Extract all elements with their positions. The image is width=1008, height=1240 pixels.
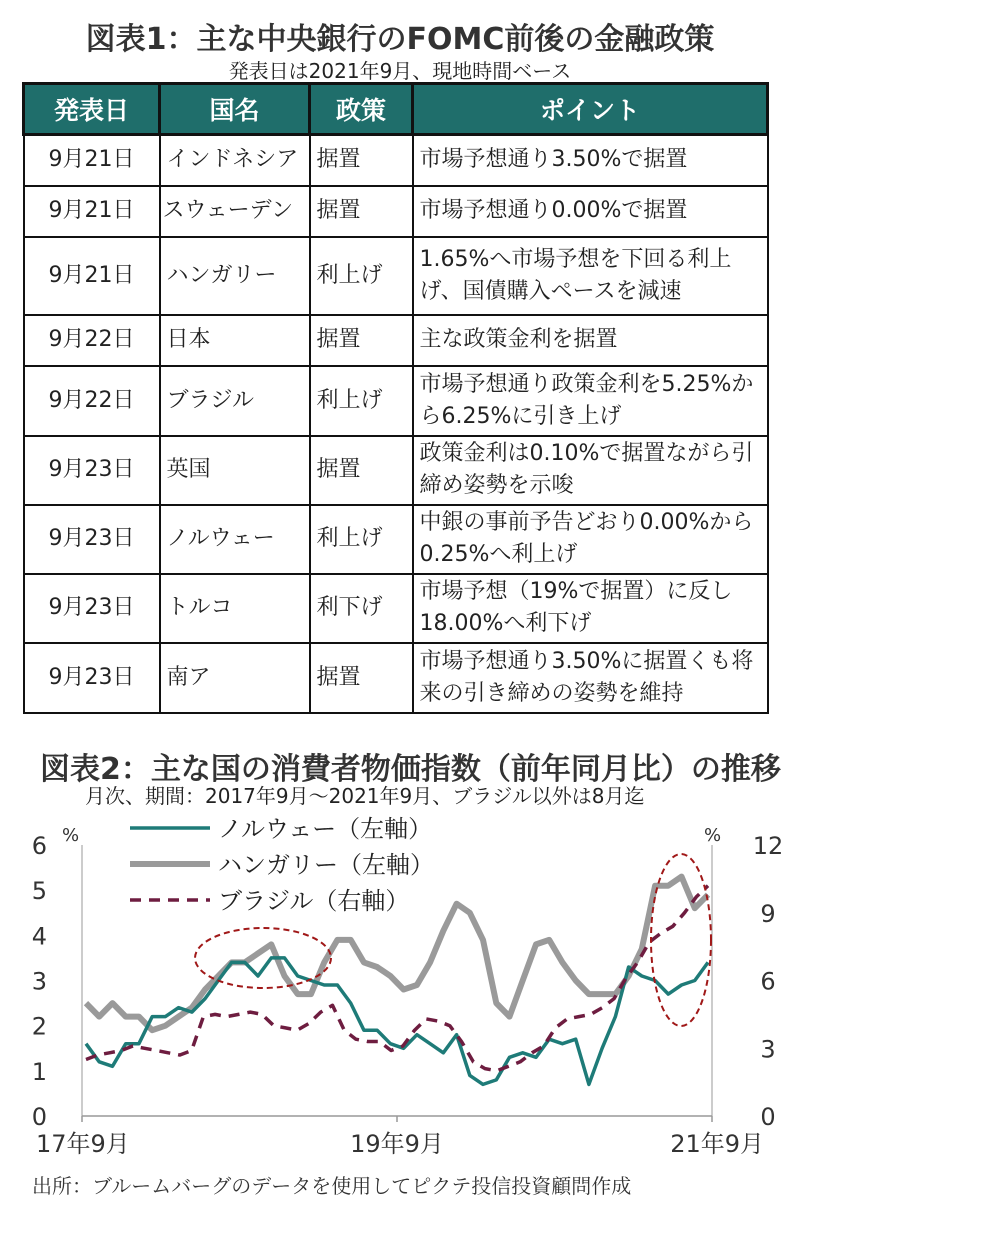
table-row (24, 436, 768, 505)
cell-date: 9月21日 (24, 135, 160, 186)
cell-policy: 利上げ (310, 505, 413, 574)
y-left-tick-label: 5 (31, 877, 47, 906)
cell-point: 主な政策金利を据置 (413, 315, 768, 366)
cell-country: 英国 (160, 436, 310, 505)
table-row (24, 135, 768, 186)
legend-label: ノルウェー（左軸） (218, 815, 433, 843)
cell-point: 市場予想通り3.50%に据置くも将来の引き締めの姿勢を維持 (413, 643, 768, 713)
y-right-unit: % (704, 825, 722, 846)
legend-label: ハンガリー（左軸） (218, 851, 434, 879)
cell-policy: 据置 (310, 135, 413, 186)
cell-point: 市場予想通り3.50%で据置 (413, 135, 768, 186)
header-date: 発表日 (24, 84, 160, 135)
legend-label: ブラジル（右軸） (218, 887, 410, 915)
y-left-tick-label: 4 (31, 922, 47, 951)
cell-policy: 利上げ (310, 366, 413, 436)
cell-point: 中銀の事前予告どおり0.00%から0.25%へ利上げ (413, 505, 768, 574)
cell-date: 9月23日 (24, 574, 160, 643)
cell-policy: 利下げ (310, 574, 413, 643)
cell-point: 市場予想（19%で据置）に反し18.00%へ利下げ (413, 574, 768, 643)
cell-policy: 据置 (310, 186, 413, 237)
cell-date: 9月21日 (24, 186, 160, 237)
y-right-tick-label: 3 (760, 1035, 776, 1064)
x-tick-label: 21年9月 (670, 1130, 764, 1158)
x-tick-label: 19年9月 (350, 1130, 444, 1158)
cell-policy: 据置 (310, 436, 413, 505)
figure1-subtitle: 発表日は2021年9月、現地時間ベース (228, 59, 572, 83)
y-right-tick-label: 12 (752, 832, 784, 860)
figure2-title: 図表2：主な国の消費者物価指数（前年同月比）の推移 (40, 752, 781, 787)
cpi-chart (0, 808, 1008, 1168)
cell-date: 9月21日 (24, 237, 160, 315)
cell-country: 日本 (160, 315, 310, 366)
cell-date: 9月23日 (24, 436, 160, 505)
table-header-row (24, 84, 768, 135)
cell-date: 9月22日 (24, 366, 160, 436)
y-right-tick-label: 0 (760, 1103, 776, 1131)
y-left-tick-label: 3 (31, 967, 47, 996)
table-row (24, 186, 768, 237)
y-left-tick-label: 0 (31, 1103, 47, 1131)
cell-date: 9月22日 (24, 315, 160, 366)
y-right-tick-label: 9 (760, 899, 776, 928)
cell-point: 市場予想通り政策金利を5.25%から6.25%に引き上げ (413, 366, 768, 436)
cell-policy: 利上げ (310, 237, 413, 315)
figure2-subtitle: 月次、期間：2017年9月～2021年9月、ブラジル以外は8月迄 (85, 784, 645, 808)
y-left-tick-label: 2 (31, 1012, 47, 1041)
y-left-tick-label: 6 (31, 832, 47, 860)
cell-date: 9月23日 (24, 643, 160, 713)
table-row (24, 574, 768, 643)
table-row (24, 315, 768, 366)
table-row (24, 237, 768, 315)
figure1-title: 図表1：主な中央銀行のFOMC前後の金融政策 (85, 22, 715, 57)
cell-country: スウェーデン (160, 186, 310, 237)
table-row (24, 505, 768, 574)
cell-country: インドネシア (160, 135, 310, 186)
cell-country: 南ア (160, 643, 310, 713)
table-row (24, 643, 768, 713)
cell-country: ブラジル (160, 366, 310, 436)
header-policy: 政策 (310, 84, 413, 135)
cell-country: ノルウェー (160, 505, 310, 574)
x-tick-label: 17年9月 (36, 1130, 130, 1158)
table-row (24, 366, 768, 436)
cell-point: 政策金利は0.10%で据置ながら引締め姿勢を示唆 (413, 436, 768, 505)
source-note: 出所：ブルームバーグのデータを使用してピクテ投信投資顧問作成 (32, 1174, 632, 1198)
series-line-0 (86, 958, 708, 1085)
cell-point: 1.65%へ市場予想を下回る利上げ、国債購入ペースを減速 (413, 237, 768, 315)
cell-policy: 据置 (310, 315, 413, 366)
policy-table (22, 82, 769, 714)
cell-date: 9月23日 (24, 505, 160, 574)
header-country: 国名 (160, 84, 310, 135)
y-right-tick-label: 6 (760, 967, 776, 996)
header-point: ポイント (413, 84, 768, 135)
cell-policy: 据置 (310, 643, 413, 713)
y-left-tick-label: 1 (31, 1057, 47, 1086)
cell-country: トルコ (160, 574, 310, 643)
cell-point: 市場予想通り0.00%で据置 (413, 186, 768, 237)
y-left-unit: % (62, 825, 80, 846)
cell-country: ハンガリー (160, 237, 310, 315)
